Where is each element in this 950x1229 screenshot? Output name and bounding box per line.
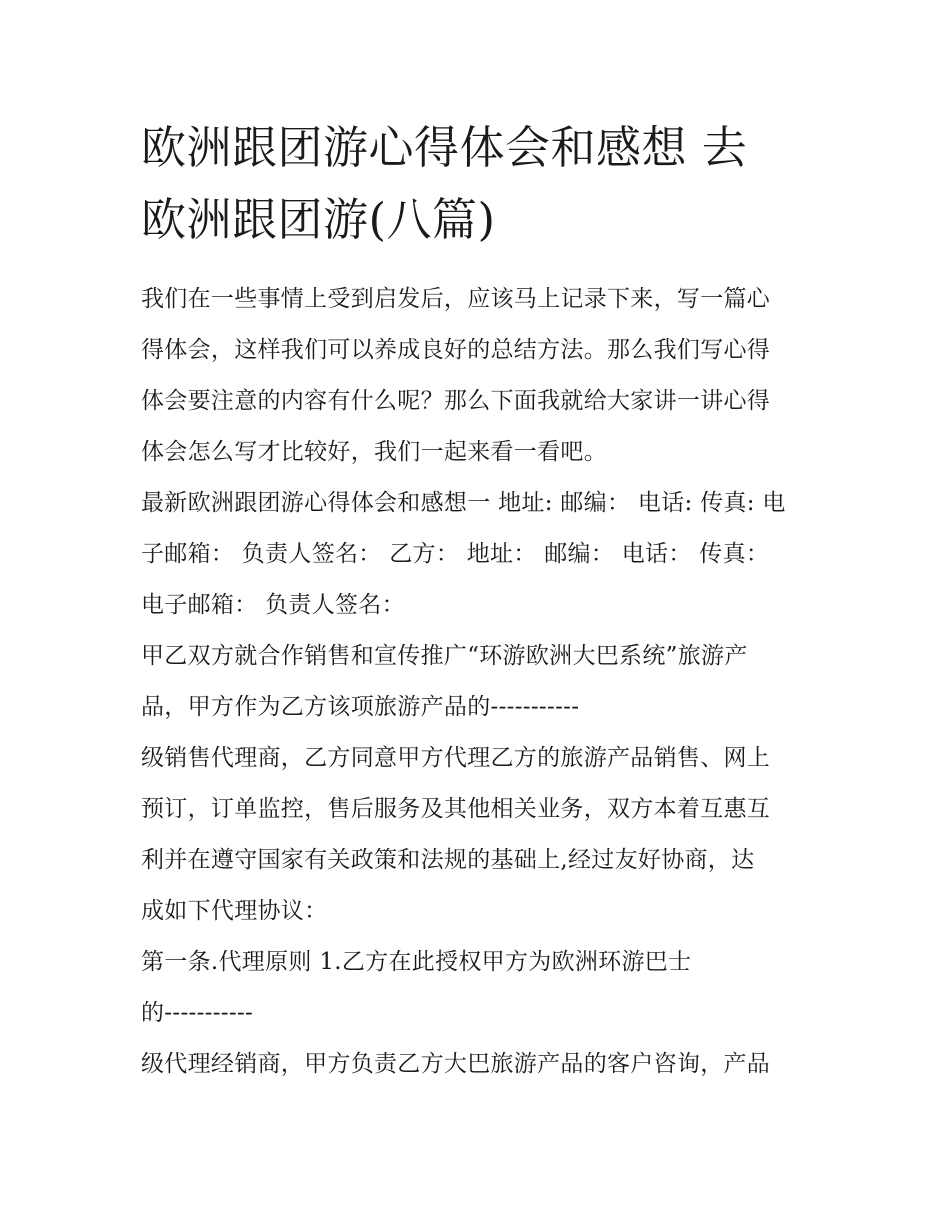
paragraph-article-one: 第一条.代理原则 1.乙方在此授权甲方为欧洲环游巴士 的-----------	[141, 949, 692, 1026]
paragraph-agent-terms: 级销售代理商，乙方同意甲方代理乙方的旅游产品销售、网上 预订，订单监控，售后服务及其他相关业务，双方本着互惠互 利并在遵守国家有关政策和法规的基础上,经过友好协商，达 成如下代理协议：	[141, 745, 771, 924]
document-title	[141, 112, 821, 256]
document-body	[141, 274, 821, 1090]
title-line-1: 欧洲跟团游心得体会和感想 去	[141, 121, 748, 174]
paragraph-contact-info: 最新欧洲跟团游心得体会和感想一 地址: 邮编： 电话: 传真: 电 子邮箱： 负责人签名： 乙方： 地址： 邮编： 电话： 传真： 电子邮箱： 负责人签名：	[141, 490, 786, 618]
paragraph-intro: 我们在一些事情上受到启发后，应该马上记录下来，写一篇心 得体会，这样我们可以养成良好的总结方法。那么我们写心得 体会要注意的内容有什么呢？那么下面我就给大家讲一讲心得 体会怎么写才比较好，我们一起来看一看吧。	[141, 286, 771, 465]
paragraph-dealer: 级代理经销商，甲方负责乙方大巴旅游产品的客户咨询，产品	[141, 1051, 771, 1077]
title-line-2: 欧洲跟团游(八篇)	[141, 193, 496, 246]
paragraph-cooperation: 甲乙双方就合作销售和宣传推广“环游欧洲大巴系统”旅游产 品，甲方作为乙方该项旅游产品的-----------	[141, 643, 748, 720]
document-page	[141, 112, 821, 1090]
